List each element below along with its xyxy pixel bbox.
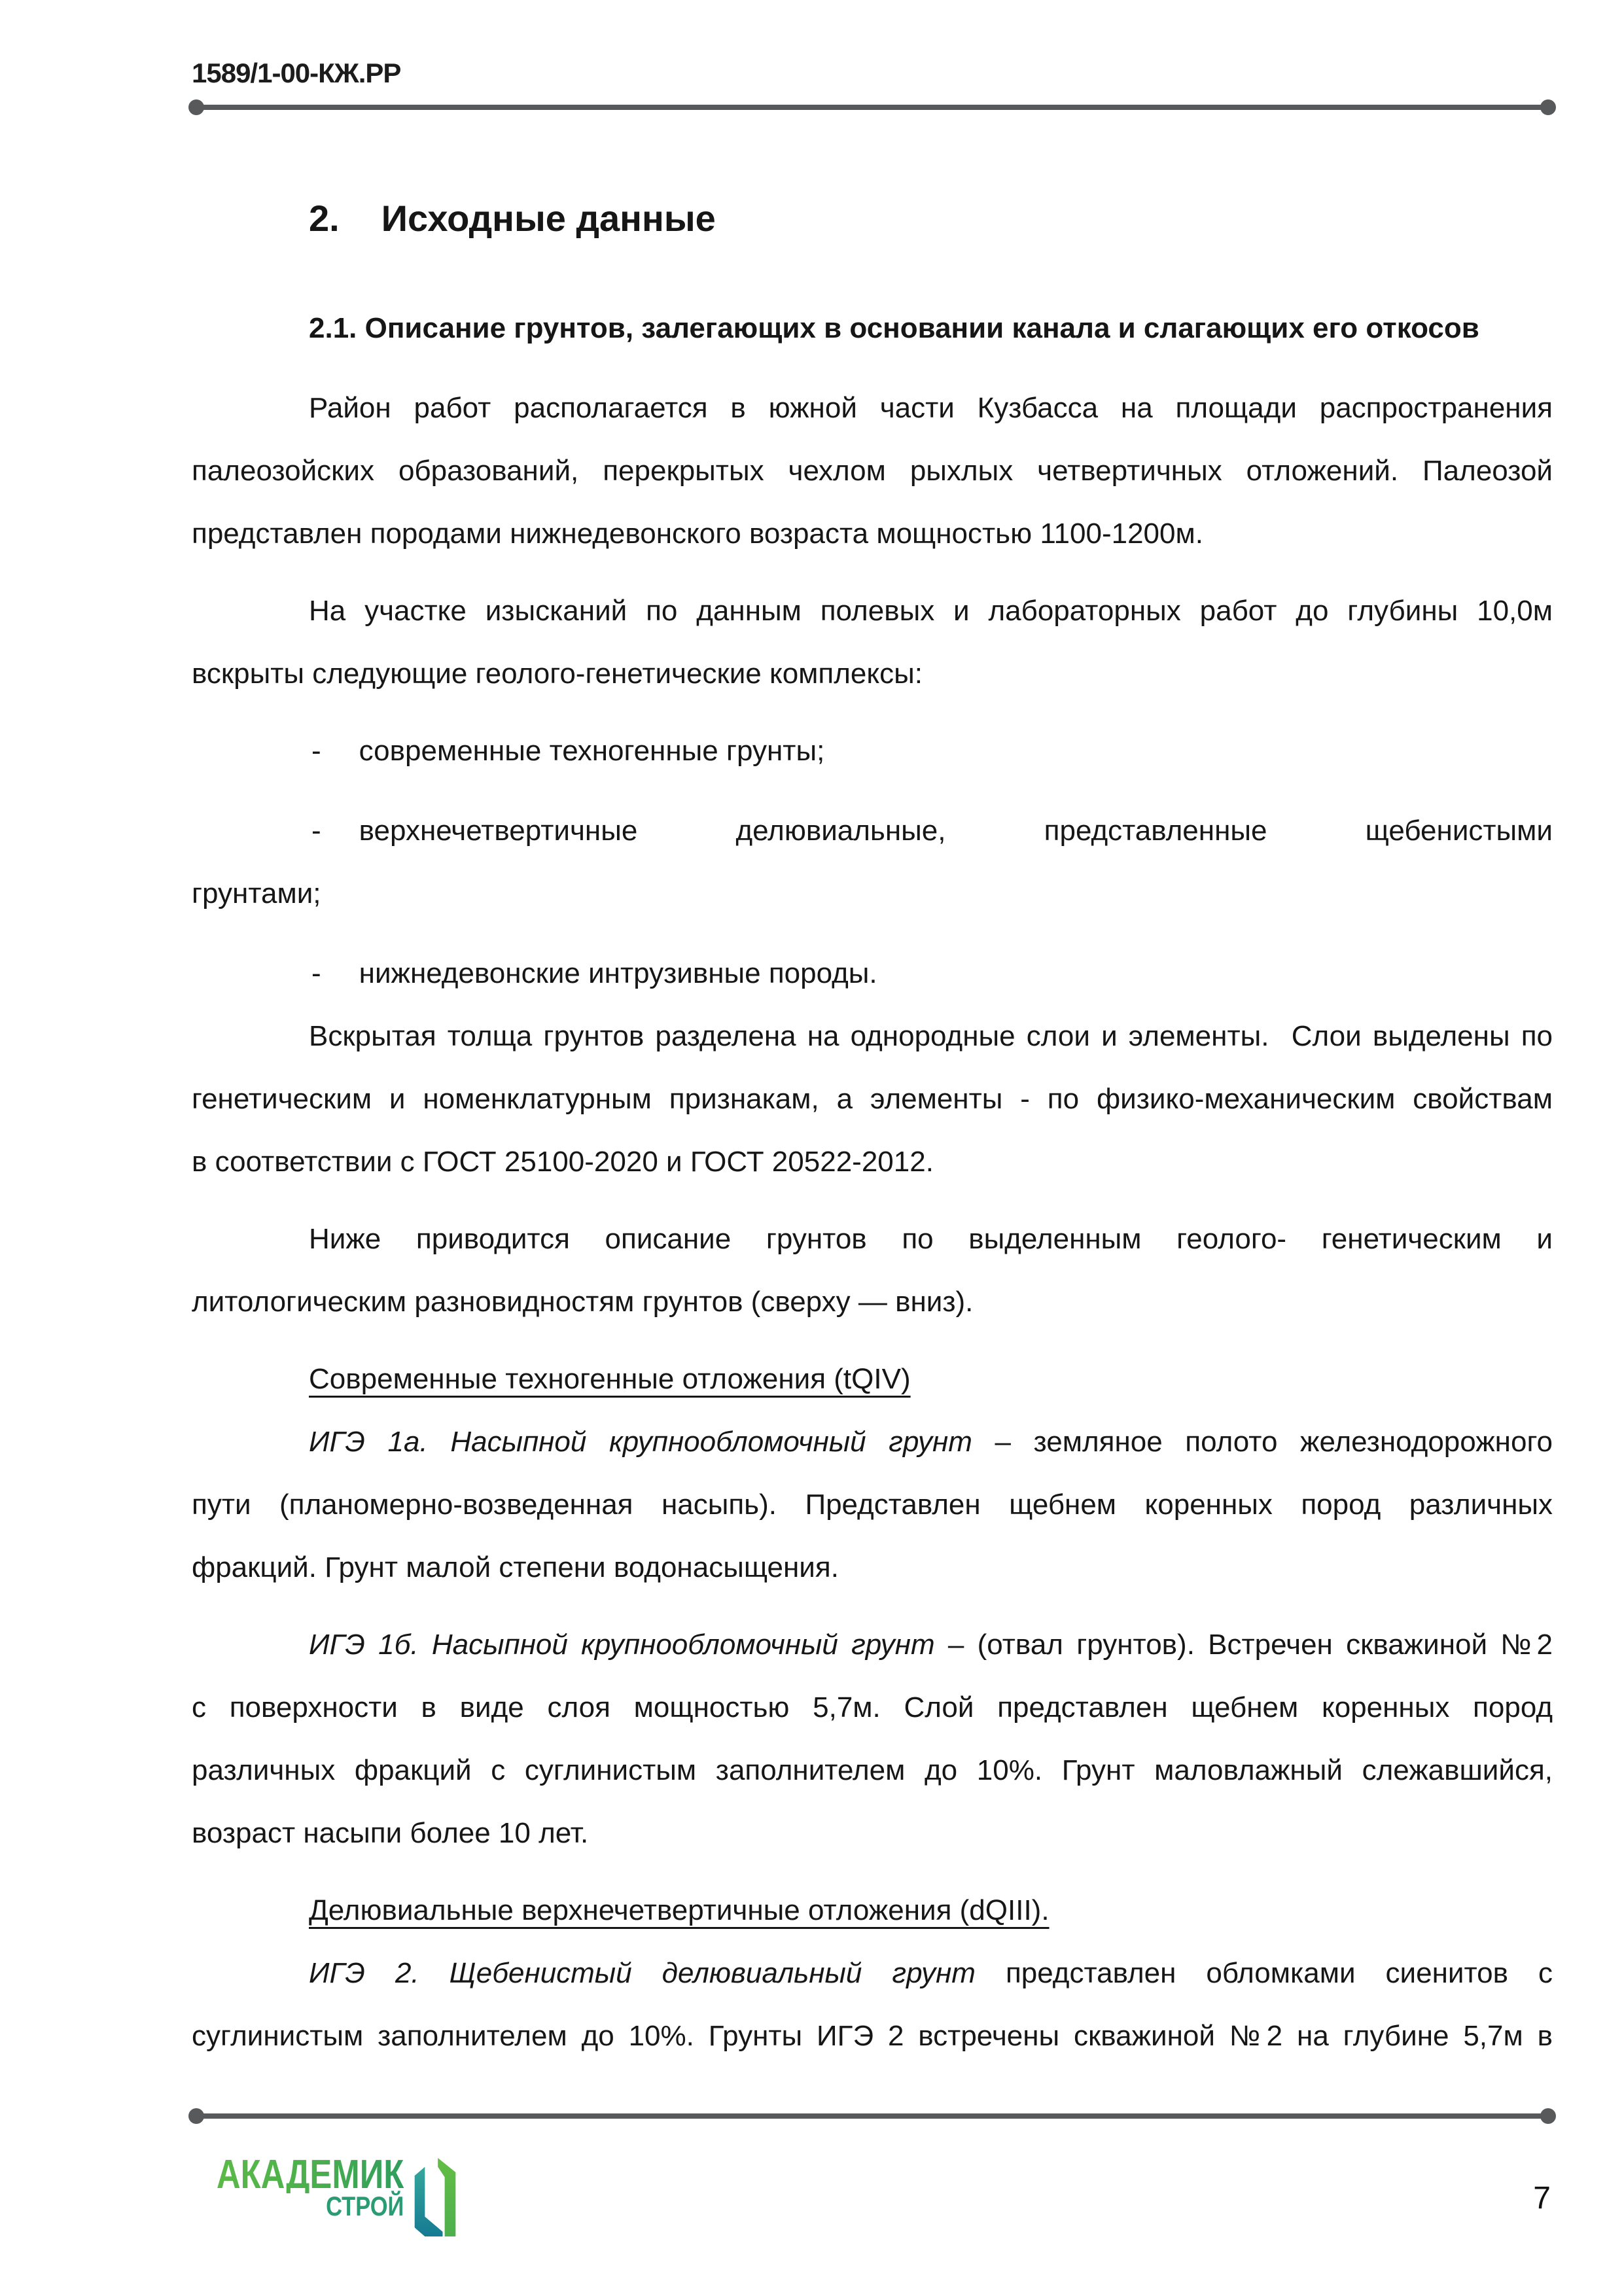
text-line xyxy=(192,1348,1553,1411)
text-line xyxy=(192,1879,1553,1942)
para xyxy=(192,377,1553,565)
underline-heading xyxy=(192,1879,1553,1942)
text-segment: грунтами; xyxy=(192,877,321,910)
text-segment: Район работ располагается в южной части Кузбасса на площади распространения xyxy=(309,392,1553,424)
logo-text xyxy=(175,2152,404,2221)
house-icon xyxy=(414,2158,456,2236)
underline-heading xyxy=(192,1348,1553,1411)
text-line xyxy=(192,1942,1553,2005)
text-line xyxy=(192,643,1553,705)
text-line xyxy=(192,1411,1553,1474)
text-line xyxy=(192,1614,1553,1676)
document-code: 1589/1-00-КЖ.РР xyxy=(192,58,401,88)
text-segment: вскрыты следующие геолого-генетические комплексы: xyxy=(192,658,923,690)
section-title xyxy=(192,195,1553,242)
text-segment: суглинистым заполнителем до 10%. Грунты ИГЭ 2 встречены скважиной №2 на глубине 5,7м в xyxy=(192,2020,1553,2052)
text-segment: с поверхности в виде слоя мощностью 5,7м. Слой представлен щебнем коренных пород xyxy=(192,1691,1553,1723)
text-segment: – (отвал грунтов). Встречен скважиной №2 xyxy=(934,1629,1553,1661)
text-segment: фракций. Грунт малой степени водонасыщения. xyxy=(192,1551,839,1583)
text-segment: в соответствии с ГОСТ 25100-2020 и ГОСТ 20522-2012. xyxy=(192,1146,934,1178)
text-line xyxy=(192,862,1553,925)
text-segment: литологическим разновидностям грунтов (сверху — вниз). xyxy=(192,1286,974,1318)
text-segment: нижнедевонские интрузивные породы. xyxy=(359,957,877,989)
text-line xyxy=(192,942,1553,1005)
bullet xyxy=(192,720,1553,783)
text-segment: ИГЭ 1б. Насыпной крупнообломочный грунт xyxy=(309,1629,935,1661)
text-line xyxy=(192,1676,1553,1739)
text-line xyxy=(192,2005,1553,2068)
text-line xyxy=(192,580,1553,643)
text-line xyxy=(192,720,1553,783)
text-segment: – земляное полото железнодорожного xyxy=(972,1426,1553,1458)
para xyxy=(192,1005,1553,1193)
text-line xyxy=(192,1131,1553,1193)
text-line xyxy=(192,1005,1553,1068)
text-line xyxy=(192,1208,1553,1271)
para xyxy=(192,1942,1553,2068)
text-segment: современные техногенные грунты; xyxy=(359,735,825,767)
text-line xyxy=(192,1068,1553,1131)
bullet xyxy=(192,942,1553,1005)
text-segment: палеозойских образований, перекрытых чехлом рыхлых четвертичных отложений. Палеозой xyxy=(192,455,1553,487)
footer-rule xyxy=(192,2113,1553,2119)
text-segment: ИГЭ 1а. Насыпной крупнообломочный грунт xyxy=(309,1426,972,1458)
text-segment: На участке изысканий по данным полевых и лабораторных работ до глубины 10,0м xyxy=(309,595,1553,627)
bullet xyxy=(192,800,1553,925)
text-segment: представлен породами нижнедевонского возраста мощностью 1100-1200м. xyxy=(192,518,1203,550)
para xyxy=(192,1208,1553,1333)
text-segment: возраст насыпи более 10 лет. xyxy=(192,1817,589,1849)
document-content xyxy=(192,195,1553,2082)
text-line xyxy=(192,297,1553,360)
section-title-text: Исходные данные xyxy=(381,198,716,239)
text-line xyxy=(192,440,1553,503)
logo-word-akademik: АКАДЕМИК xyxy=(216,2152,404,2197)
page-number: 7 xyxy=(1533,2181,1551,2216)
text-segment: Ниже приводится описание грунтов по выделенным геолого- генетическим и xyxy=(309,1223,1553,1255)
para xyxy=(192,1614,1553,1865)
list-dash: - xyxy=(311,735,321,767)
text-line xyxy=(192,503,1553,565)
list-dash: - xyxy=(311,957,321,989)
text-segment: пути (планомерно-возведенная насыпь). Представлен щебнем коренных пород различных xyxy=(192,1489,1553,1521)
text-line xyxy=(192,1802,1553,1865)
text-segment: Делювиальные верхнечетвертичные отложения (dQIII). xyxy=(309,1894,1050,1926)
text-line xyxy=(192,800,1553,862)
para xyxy=(192,580,1553,705)
text-segment: ИГЭ 2. Щебенистый делювиальный грунт xyxy=(309,1957,976,1989)
text-segment: Вскрытая толща грунтов разделена на однородные слои и элементы. Слои выделены по xyxy=(309,1020,1553,1052)
text-segment: 2.1. Описание грунтов, залегающих в основании канала и слагающих его откосов xyxy=(309,312,1479,344)
section-number: 2. xyxy=(309,198,340,239)
text-segment: верхнечетвертичные делювиальные, представленные щебенистыми xyxy=(359,815,1553,847)
text-segment: различных фракций с суглинистым заполнителем до 10%. Грунт маловлажный слежавшийся, xyxy=(192,1754,1553,1786)
academic-stroy-logo xyxy=(175,2152,456,2236)
text-line xyxy=(192,1271,1553,1333)
para xyxy=(192,1411,1553,1599)
subheading xyxy=(192,297,1553,360)
text-segment: Современные техногенные отложения (tQIV) xyxy=(309,1363,911,1395)
text-line xyxy=(192,1474,1553,1536)
text-segment: представлен обломками сиенитов с xyxy=(975,1957,1553,1989)
text-line xyxy=(192,377,1553,440)
text-segment: генетическим и номенклатурным признакам, а элементы - по физико-механическим свойствам xyxy=(192,1083,1553,1115)
header-rule xyxy=(192,105,1553,110)
text-line xyxy=(192,1536,1553,1599)
text-line xyxy=(192,1739,1553,1802)
list-dash: - xyxy=(311,815,321,847)
logo-word-stroy: СТРОЙ xyxy=(326,2191,404,2221)
